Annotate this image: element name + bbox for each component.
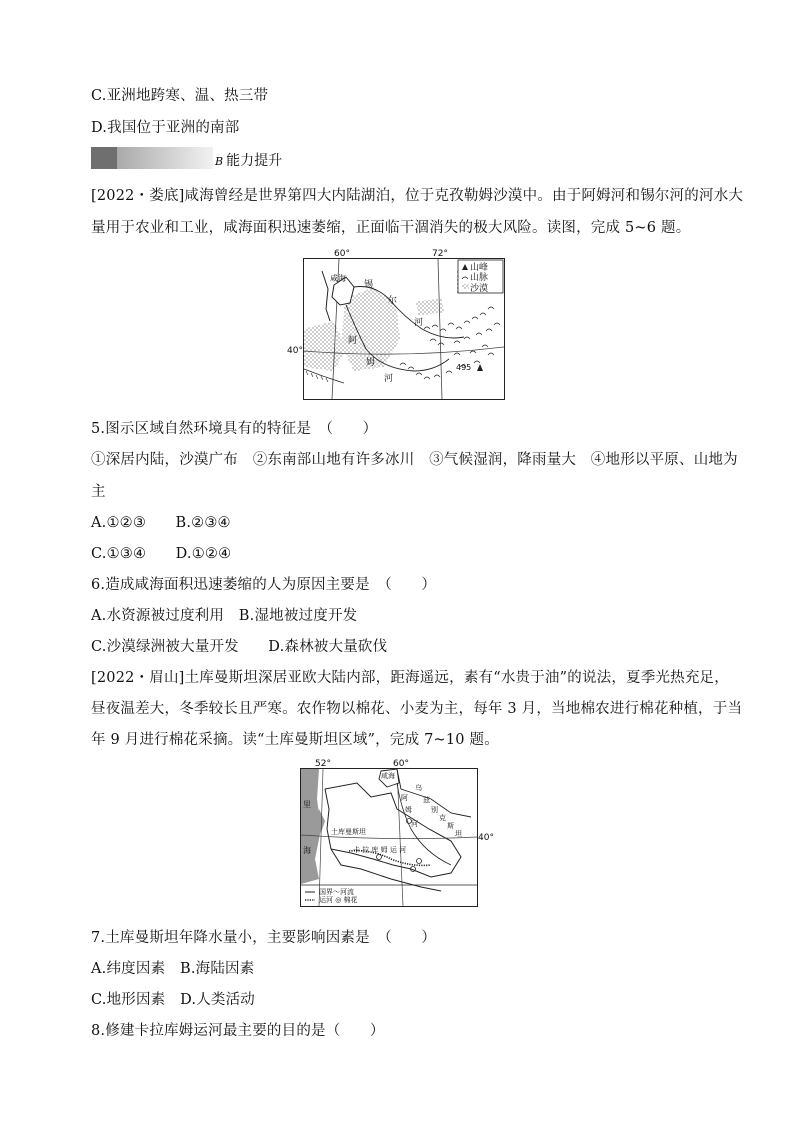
label-amu-a: 阿 xyxy=(401,794,408,802)
label-caspian-2: 海 xyxy=(303,846,311,855)
peak-marker xyxy=(477,364,483,371)
label-amu-c: 河 xyxy=(411,820,418,828)
question-6: 6.造成咸海面积迅速萎缩的人为原因主要是 （ ） xyxy=(91,577,437,593)
q7-options-ab: A.纬度因素 B.海陆因素 xyxy=(91,961,255,977)
q6-options-cd: C.沙漠绿洲被大量开发 D.森林被大量砍伐 xyxy=(91,639,388,655)
map2-lon-left: 52° xyxy=(315,759,331,769)
label-syr-2: 尔 xyxy=(388,296,398,306)
label-uz-3: 别 xyxy=(431,806,438,814)
map2-lat: 40° xyxy=(478,833,494,843)
label-amu-b: 姆 xyxy=(405,806,412,814)
label-amu-3: 河 xyxy=(384,374,394,384)
q5-statements-cont: 主 xyxy=(91,484,106,500)
map2-legend-2: 运河 ◎ 棉花 xyxy=(319,896,358,904)
q5-options-cd: C.①③④ D.①②④ xyxy=(91,546,232,562)
label-uz-5: 斯 xyxy=(447,822,454,830)
legend-mountain: 山脉 xyxy=(470,273,489,283)
map1-lat: 40° xyxy=(287,346,303,356)
q5-options-ab: A.①②③ B.②③④ xyxy=(91,515,231,531)
section-letter: B xyxy=(215,155,224,168)
question-5: 5.图示区域自然环境具有的特征是 （ ） xyxy=(91,421,378,437)
aral-sea-map xyxy=(303,258,505,400)
label-amu-2: 姆 xyxy=(366,358,376,368)
label-amu-1: 阿 xyxy=(348,336,358,346)
passage-2-line-3: 年 9 月进行棉花采摘。读“土库曼斯坦区域”，完成 7~10 题。 xyxy=(91,732,499,748)
q6-options-ab: A.水资源被过度利用 B.湿地被过度开发 xyxy=(91,608,358,624)
label-aral-sea: 咸海 xyxy=(330,274,346,283)
label-caspian-1: 里 xyxy=(303,800,311,809)
label-canal: 卡 拉 库 姆 运 河 xyxy=(353,846,407,854)
question-8: 8.修建卡拉库姆运河最主要的目的是（ ） xyxy=(91,1023,385,1039)
q7-options-cd: C.地形因素 D.人类活动 xyxy=(91,992,256,1008)
karakum-desert xyxy=(304,321,346,371)
legend-peak: 山峰 xyxy=(470,263,489,273)
turkmenistan-map xyxy=(300,768,478,907)
option-d-q4: D.我国位于亚洲的南部 xyxy=(91,120,240,136)
map1-lon-right: 72° xyxy=(432,249,448,259)
label-uz-6: 坦 xyxy=(455,830,462,838)
legend-desert: 沙漠 xyxy=(470,284,489,294)
label-uz-1: 乌 xyxy=(415,784,422,792)
label-peak-elevation: 495 xyxy=(456,363,472,372)
label-syr-1: 锡 xyxy=(364,280,374,290)
passage-2-line-1: [2022・眉山]土库曼斯坦深居亚欧大陆内部，距海遥远，素有“水贵于油”的说法，夏季光热充足， xyxy=(91,670,729,686)
passage-1-line-2: 量用于农业和工业，咸海面积迅速萎缩，正面临干涸消失的极大风险。读图，完成 5~6 题。 xyxy=(91,220,691,236)
section-title-text: 能力提升 xyxy=(226,153,283,169)
passage-1-line-1: [2022・娄底]咸海曾经是世界第四大内陆湖泊，位于克孜勒姆沙漠中。由于阿姆河和锡尔河的河水大 xyxy=(91,188,744,204)
option-c-q4: C.亚洲地跨寒、温、热三带 xyxy=(91,88,269,104)
label-aral-2: 咸海 xyxy=(381,772,395,780)
label-turkmenistan: 土库曼斯坦 xyxy=(331,828,366,836)
map2-legend-1: 国界～河流 xyxy=(319,888,354,896)
section-title xyxy=(215,150,282,170)
map2-lon-right: 60° xyxy=(393,759,409,769)
question-7: 7.土库曼斯坦年降水量小，主要影响因素是 （ ） xyxy=(91,930,437,946)
map1-lon-left: 60° xyxy=(334,249,350,259)
section-banner xyxy=(91,147,213,169)
label-syr-3: 河 xyxy=(414,318,424,328)
label-uz-4: 克 xyxy=(439,814,446,822)
passage-2-line-2: 昼夜温差大，冬季较长且严寒。农作物以棉花、小麦为主，每年 3 月，当地棉农进行棉花种植，于当 xyxy=(91,701,743,717)
q5-statements: ①深居内陆，沙漠广布 ②东南部山地有许多冰川 ③气候湿润，降雨量大 ④地形以平原、山地为 xyxy=(91,452,738,468)
label-uz-2: 兹 xyxy=(423,796,430,804)
